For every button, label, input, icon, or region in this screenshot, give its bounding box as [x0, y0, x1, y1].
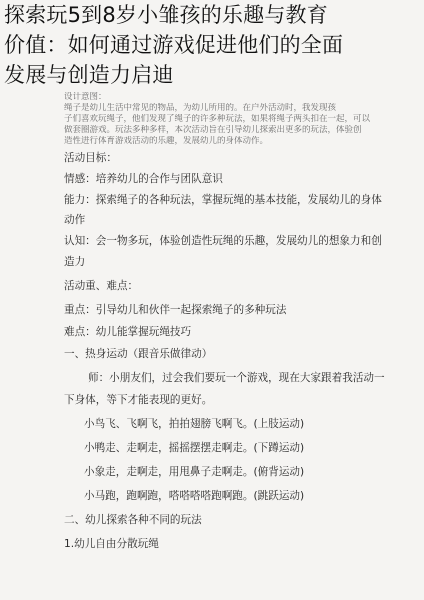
- overlay-title: [4, 0, 422, 90]
- goal-ability-cont: 动作: [64, 214, 86, 226]
- title-line-1: 探索玩5到8岁小雏孩的乐趣与教育: [4, 3, 328, 27]
- faded-line: 子们喜欢玩绳子，他们发现了绳子的许多种玩法，如果将绳子两头扣在一起，可以: [64, 114, 371, 124]
- subsection-free-play: 1.幼儿自由分散玩绳: [64, 538, 159, 550]
- teacher-line: 师：小朋友们，过会我们要玩一个游戏，现在大家跟着我活动一: [88, 372, 385, 384]
- title-line-2: 价值：如何通过游戏促进他们的全面: [4, 33, 344, 57]
- section-explore: 二、幼儿探索各种不同的玩法: [64, 514, 202, 526]
- goal-cognition-cont: 造力: [64, 256, 86, 268]
- faded-line: 做套圈游戏。玩法多种多样，本次活动旨在引导幼儿探索出更多的玩法，体验创: [64, 125, 362, 135]
- difficult-point: 难点：幼儿能掌握玩绳技巧: [64, 326, 192, 338]
- exercise-duck: 小鸭走、走啊走，摇摇摆摆走啊走。(下蹲运动): [84, 442, 305, 454]
- faded-line: 设计意图：: [64, 92, 107, 102]
- faded-line: 造性进行体育游戏活动的乐趣，发展幼儿的身体动作。: [64, 136, 269, 146]
- key-point: 重点：引导幼儿和伙伴一起探索绳子的多种玩法: [64, 304, 287, 316]
- section-heading-keypoints: 活动重、难点：: [64, 280, 139, 292]
- exercise-bird: 小鸟飞、飞啊飞，拍拍翅膀飞啊飞。(上肢运动): [84, 418, 305, 430]
- goal-cognition: 认知：会一物多玩，体验创造性玩绳的乐趣，发展幼儿的想象力和创: [64, 235, 382, 247]
- section-warmup: 一、热身运动（跟音乐做律动）: [64, 348, 213, 360]
- teacher-line-cont: 下身体，等下才能表现的更好。: [64, 394, 213, 406]
- goal-emotion: 情感：培养幼儿的合作与团队意识: [64, 173, 223, 185]
- exercise-elephant: 小象走，走啊走，用甩鼻子走啊走。(俯背运动): [84, 466, 305, 478]
- title-line-3: 发展与创造力启迪: [4, 63, 174, 87]
- exercise-horse: 小马跑，跑啊跑，嗒嗒嗒嗒跑啊跑。(跳跃运动): [84, 490, 305, 502]
- goal-ability: 能力：探索绳子的各种玩法，掌握玩绳的基本技能，发展幼儿的身体: [64, 194, 382, 206]
- faded-intro-paragraph: [64, 92, 414, 147]
- faded-line: 绳子是幼儿生活中常见的物品，为幼儿所用的。在户外活动时，我发现孩: [64, 103, 337, 113]
- section-heading-goals: 活动目标：: [64, 152, 117, 164]
